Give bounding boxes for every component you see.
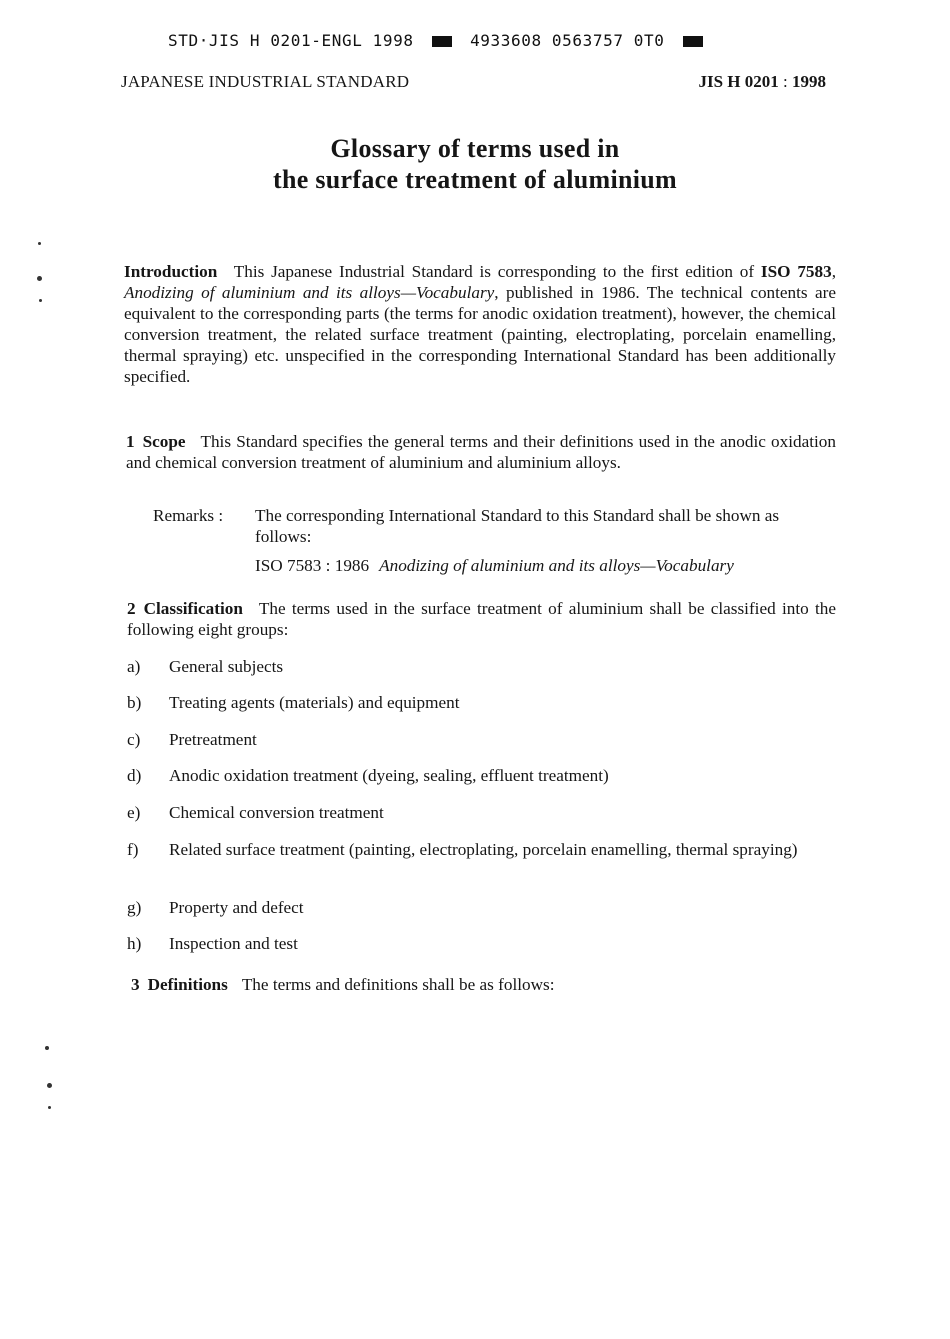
classification-paragraph: [127, 598, 836, 640]
list-item-text: Related surface treatment (painting, electroplating, porcelain enamelling, thermal spraying): [169, 840, 798, 859]
scan-speck: [47, 1083, 52, 1088]
definitions-text: The terms and definitions shall be as follows:: [241, 975, 555, 994]
list-item-text: Pretreatment: [169, 730, 257, 749]
remarks-label: Remarks :: [153, 506, 224, 525]
list-item-label: d): [127, 766, 142, 785]
list-item-text: Treating agents (materials) and equipment: [169, 693, 460, 712]
list-item-label: f): [127, 840, 139, 859]
introduction-heading: Introduction: [124, 262, 218, 281]
standard-year: 1998: [792, 72, 826, 91]
introduction-paragraph: [124, 261, 836, 387]
introduction-text-1: This Japanese Industrial Standard is corresponding to the first edition of: [233, 262, 755, 281]
scope-text: This Standard specifies the general terms and their definitions used in the anodic oxidation and chemical conversion treatment of aluminium and aluminium alloys.: [126, 432, 836, 472]
remarks-text: The corresponding International Standard to this Standard shall be shown as follows:: [255, 506, 780, 546]
list-item-label: a): [127, 657, 141, 676]
scan-speck: [39, 299, 42, 302]
standard-designation: [698, 72, 826, 92]
scan-speck: [45, 1046, 49, 1050]
page-title: [0, 133, 950, 195]
designation-separator: :: [778, 72, 792, 91]
classification-text: The terms used in the surface treatment of aluminium shall be classified into the following eight groups:: [127, 599, 836, 639]
remarks-iso-number: ISO 7583 : 1986: [255, 556, 370, 575]
list-item-text: Anodic oxidation treatment (dyeing, sealing, effluent treatment): [169, 766, 609, 785]
definitions-heading: [131, 975, 228, 994]
scope-paragraph: [126, 431, 836, 473]
classification-number: 2: [127, 599, 136, 618]
scan-speck: [48, 1106, 51, 1109]
definitions-paragraph: [131, 975, 554, 995]
scope-heading: [126, 432, 186, 451]
barcode-digits: 4933608 0563757 0T0: [470, 31, 665, 50]
list-item-text: Chemical conversion treatment: [169, 803, 384, 822]
introduction-iso-ref: ISO 7583: [760, 262, 832, 281]
list-item-text: General subjects: [169, 657, 284, 676]
catalog-code-line: [168, 31, 711, 50]
barcode-block-icon: [683, 36, 703, 47]
introduction-text-2: , published in 1986. The technical contents are equivalent to the corresponding parts (the terms for anodic oxidation treatment), however, the chemical conversion treatment, the related surface treatment (painting, electroplating, porcelain enamelling, thermal spraying) etc. unspecified in the corresponding International Standard has been additionally specified.: [124, 283, 836, 386]
scan-speck: [37, 276, 42, 281]
introduction-separator: ,: [831, 262, 836, 281]
title-line-1: Glossary of terms used in: [330, 134, 620, 163]
list-item-text: Property and defect: [169, 898, 304, 917]
list-item-label: c): [127, 730, 141, 749]
standard-number: JIS H 0201: [698, 72, 779, 91]
list-item-label: g): [127, 898, 142, 917]
scope-number: 1: [126, 432, 135, 451]
catalog-code: STD·JIS H 0201-ENGL 1998: [168, 31, 414, 50]
scope-heading-label: Scope: [142, 432, 186, 451]
definitions-heading-label: Definitions: [147, 975, 228, 994]
scan-speck: [38, 242, 41, 245]
list-item-text: Inspection and test: [169, 934, 298, 953]
introduction-iso-title: Anodizing of aluminium and its alloys—Vocabulary: [124, 283, 495, 302]
list-item-label: b): [127, 693, 142, 712]
classification-heading-label: Classification: [143, 599, 243, 618]
remarks-iso-reference: [255, 555, 734, 576]
barcode-block-icon: [432, 36, 452, 47]
list-item-label: e): [127, 803, 141, 822]
title-line-2: the surface treatment of aluminium: [273, 165, 677, 194]
list-item-label: h): [127, 934, 142, 953]
classification-heading: [127, 599, 243, 618]
remarks-iso-title: Anodizing of aluminium and its alloys—Vocabulary: [379, 556, 734, 575]
standard-type: JAPANESE INDUSTRIAL STANDARD: [121, 72, 410, 91]
definitions-number: 3: [131, 975, 140, 994]
